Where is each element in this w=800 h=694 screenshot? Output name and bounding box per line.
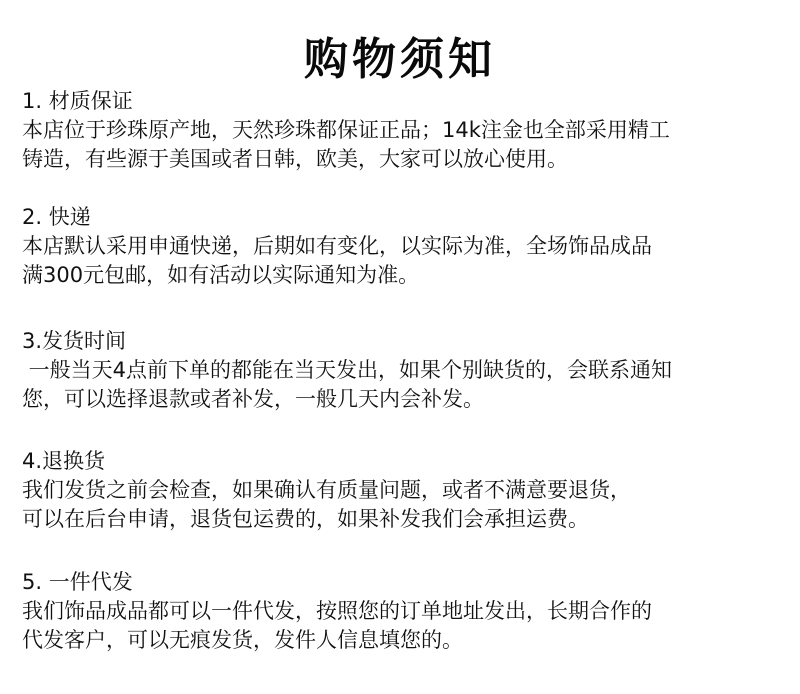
section-heading: 5. 一件代发 <box>22 570 133 594</box>
section-text-line: 铸造，有些源于美国或者日韩，欧美，大家可以放心使用。 <box>22 147 568 171</box>
section-text-line: 您，可以选择退款或者补发，一般几天内会补发。 <box>22 387 484 411</box>
section-returns-exchanges <box>22 447 792 534</box>
section-heading: 3.发货时间 <box>22 329 127 353</box>
section-text-line: 我们发货之前会检查，如果确认有质量问题，或者不满意要退货， <box>22 478 631 502</box>
section-material-guarantee <box>22 87 792 174</box>
section-shipping-time <box>22 327 792 414</box>
page-title: 购物须知 <box>304 34 496 85</box>
section-text-line: 本店位于珍珠原产地，天然珍珠都保证正品；14k注金也全部采用精工 <box>22 118 670 142</box>
section-text-line: 可以在后台申请，退货包运费的，如果补发我们会承担运费。 <box>22 507 589 531</box>
section-text-line: 一般当天4点前下单的都能在当天发出，如果个别缺货的，会联系通知 <box>22 358 673 382</box>
section-text-line: 满300元包邮，如有活动以实际通知为准。 <box>22 263 420 287</box>
section-heading: 2. 快递 <box>22 205 91 229</box>
section-dropshipping <box>22 568 792 655</box>
section-text-line: 代发客户，可以无痕发货，发件人信息填您的。 <box>22 628 463 652</box>
section-express-delivery <box>22 203 792 290</box>
section-heading: 1. 材质保证 <box>22 89 133 113</box>
section-heading: 4.退换货 <box>22 449 106 473</box>
section-text-line: 我们饰品成品都可以一件代发，按照您的订单地址发出，长期合作的 <box>22 599 652 623</box>
section-text-line: 本店默认采用申通快递，后期如有变化，以实际为准，全场饰品成品 <box>22 234 652 258</box>
